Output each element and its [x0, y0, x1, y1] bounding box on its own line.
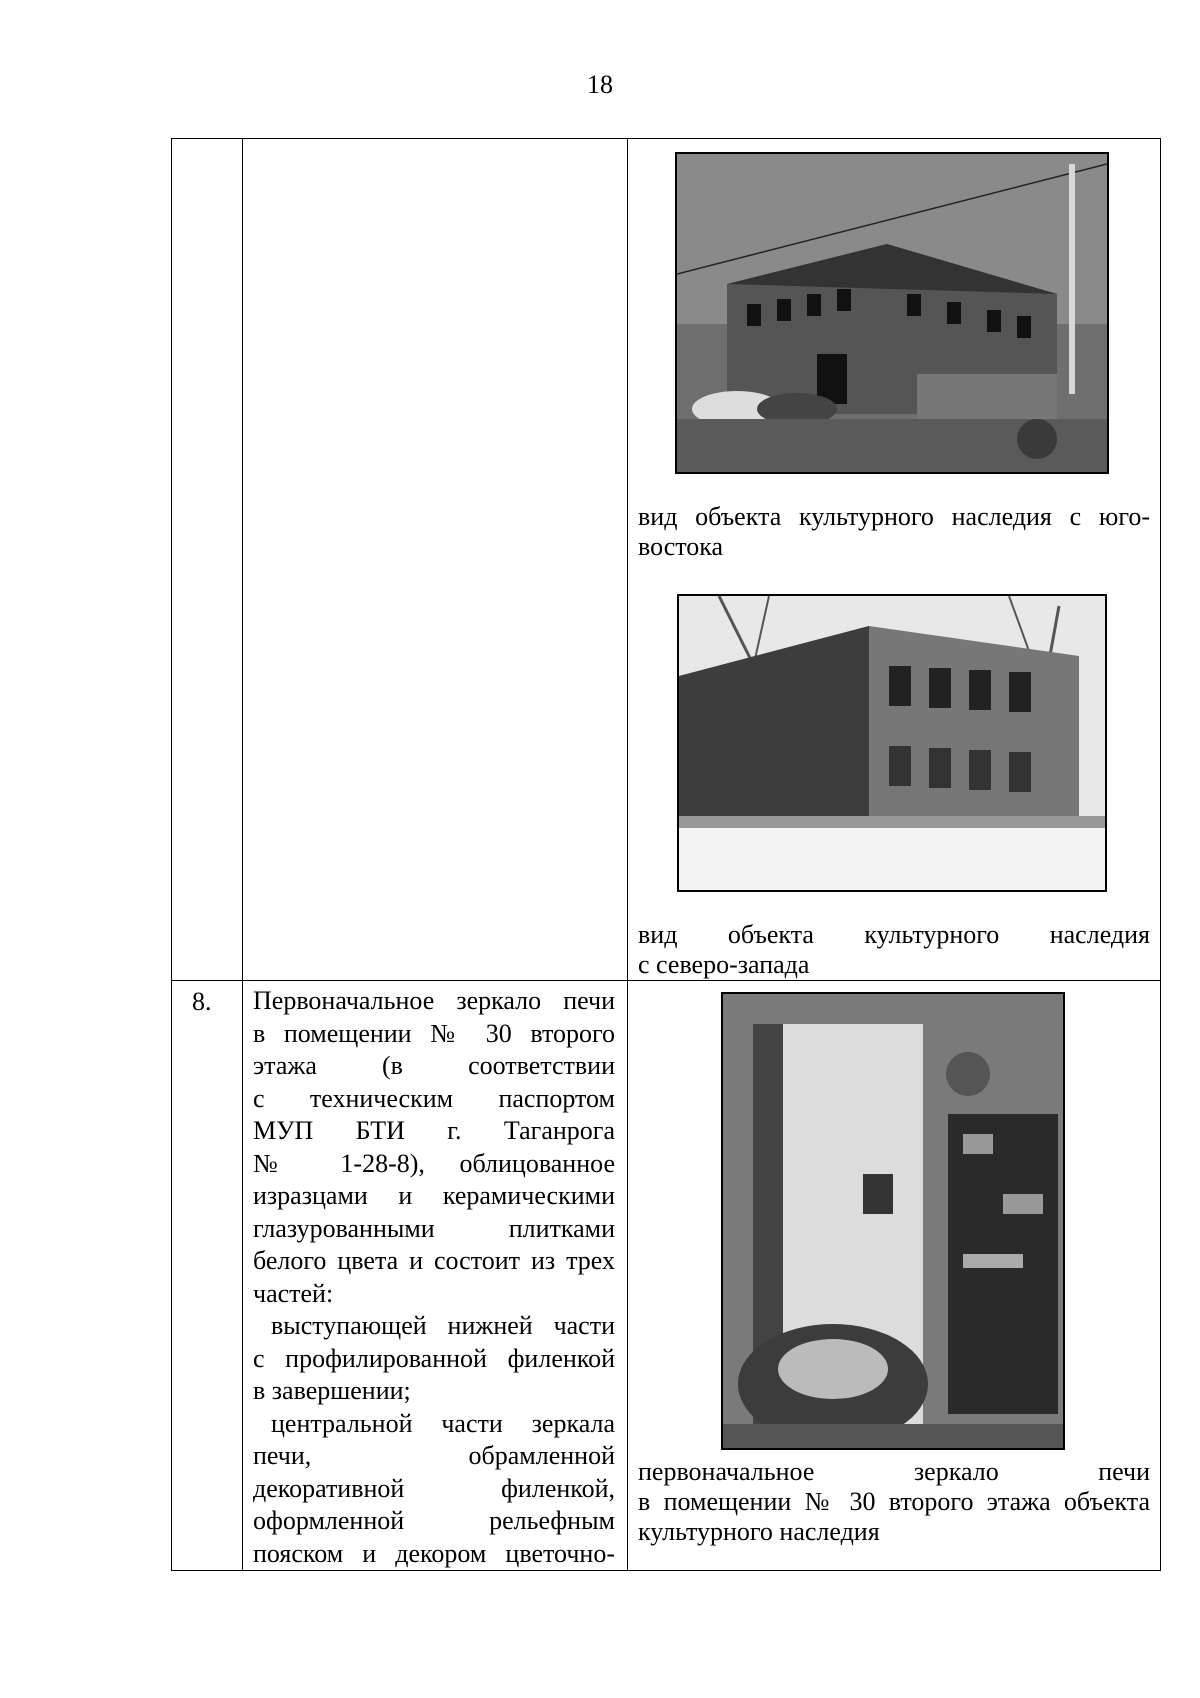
description-line: декоративной филенкой, — [253, 1473, 615, 1503]
description-line: глазурованными плитками — [253, 1213, 615, 1243]
page-number: 18 — [587, 70, 613, 99]
description-line: печи, обрамленной — [253, 1441, 615, 1470]
row-description-cell — [243, 981, 628, 1571]
description-line: пояском и декором цветочно- — [253, 1538, 615, 1568]
stove-interior-photo — [721, 992, 1065, 1450]
description-line: № 1-28-8), облицованное — [253, 1148, 615, 1178]
table-row — [172, 981, 1161, 1571]
heritage-object-table — [171, 138, 1161, 1571]
photo-caption-stove-line1: первоначальное зеркало печи — [638, 1457, 1150, 1486]
description-line: МУП БТИ г. Таганрога — [253, 1116, 615, 1145]
row-photo-cell — [628, 139, 1161, 981]
description-line: изразцами и керамическими — [253, 1181, 615, 1210]
description-line: в помещении № 30 второго — [253, 1018, 615, 1048]
photo-caption-northwest-line2: с северо-запада — [638, 950, 810, 979]
photo-caption-stove-line2: в помещении № 30 второго этажа объекта — [638, 1487, 1150, 1516]
photo-caption-stove-line3: культурного наследия — [638, 1517, 880, 1546]
table-row — [172, 139, 1161, 981]
photo-caption-northwest-line1: вид объекта культурного наследия — [638, 920, 1150, 949]
row-photo-cell — [628, 981, 1161, 1571]
row-description-cell — [243, 139, 628, 981]
description-line: частей: — [253, 1278, 334, 1308]
photo-caption-southeast: вид объекта культурного наследия с юго-востока — [638, 502, 1150, 561]
description-line: оформленной рельефным — [253, 1506, 615, 1535]
description-line: выступающей нижней части — [271, 1311, 615, 1340]
row-number-cell — [172, 139, 243, 981]
description-line: в завершении; — [253, 1376, 411, 1405]
building-photo-northwest — [677, 594, 1107, 892]
description-line: центральной части зеркала — [271, 1408, 615, 1438]
description-line: с техническим паспортом — [253, 1083, 615, 1113]
description-line: белого цвета и состоит из трех — [253, 1246, 615, 1275]
description-line: с профилированной филенкой — [253, 1343, 615, 1373]
building-photo-southeast — [675, 152, 1109, 474]
description-line: Первоначальное зеркало печи — [253, 986, 615, 1015]
row-number-cell: 8. — [172, 981, 243, 1571]
description-line: этажа (в соответствии — [253, 1051, 615, 1080]
